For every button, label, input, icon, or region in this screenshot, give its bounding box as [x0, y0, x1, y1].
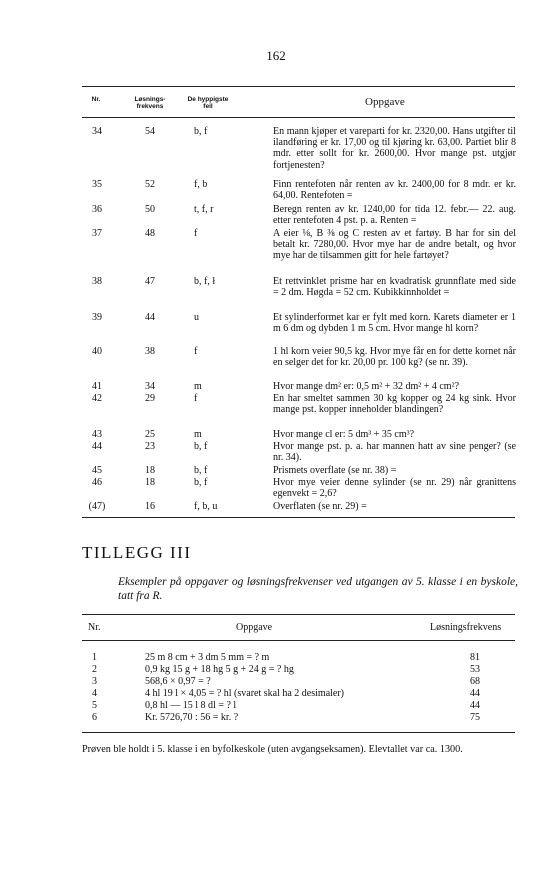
table1-header-errors: De hyppigste feil [187, 96, 229, 110]
row-errors: m [194, 429, 202, 440]
row-errors: f [194, 393, 198, 404]
row-number: 39 [92, 312, 102, 323]
row-task: 4 hl 19 l × 4,05 = ? hl (svaret skal ha 2 desimaler) [145, 688, 345, 699]
row-number: 45 [92, 465, 102, 476]
row-task: Overflaten (se nr. 29) = [273, 501, 367, 512]
row-task: Finn rentefoten når renten av kr. 2400,00 for 8 mdr. er kr. 64,00. Rentefoten = [273, 179, 516, 202]
row-frequency: 38 [145, 346, 155, 357]
row-frequency: 29 [145, 393, 155, 404]
row-number: 35 [92, 179, 102, 190]
row-frequency: 44 [145, 312, 155, 323]
row-frequency: 75 [470, 712, 480, 723]
row-errors: b, f [194, 441, 208, 452]
row-task: A eier ⅛, B ⅜ og C resten av et fartøy. B har for sin del betalt kr. 7280,00. Hvor mye har de andre betalt, og hvor mye har de tilsammen gitt for hele fartøyet? [273, 228, 516, 262]
row-frequency: 54 [145, 126, 155, 137]
row-frequency: 52 [145, 179, 155, 190]
row-task: Beregn renten av kr. 1240,00 for tida 12. febr.— 22. aug. etter rentefoten 4 pst. p. a. Renten = [273, 204, 516, 227]
row-errors: u [194, 312, 199, 323]
row-frequency: 44 [470, 688, 480, 699]
row-frequency: 23 [145, 441, 155, 452]
footnote: Prøven ble holdt i 5. klasse i en byfolkeskole (uten avgangseksamen). Elevtallet var ca. 1300. [82, 744, 463, 755]
row-task: Hvor mange cl er: 5 dm³ + 35 cm³? [273, 429, 415, 440]
row-frequency: 18 [145, 477, 155, 488]
row-number: 42 [92, 393, 102, 404]
row-task: Hvor mange pst. p. a. har mannen hatt av sine penger? (se nr. 34). [273, 441, 516, 464]
row-errors: f, b [194, 179, 208, 190]
row-number: 41 [92, 381, 102, 392]
table1-header-frequency: Løsnings- frekvens [134, 96, 166, 110]
row-number: 36 [92, 204, 102, 215]
row-number: 44 [92, 441, 102, 452]
section-heading: TILLEGG III [82, 543, 192, 562]
section-subheading: Eksempler på oppgaver og løsningsfrekvenser ved utgangen av 5. klasse i en byskole, tatt fra R. [118, 576, 518, 602]
row-frequency: 48 [145, 228, 155, 239]
row-frequency: 68 [470, 676, 480, 687]
row-task: 0,9 kg 15 g + 18 hg 5 g + 24 g = ? hg [145, 664, 294, 675]
row-number: (47) [88, 501, 106, 512]
row-task: En har smeltet sammen 30 kg kopper og 24 kg sink. Hvor mange pst. kopper inneholder blandingen? [273, 393, 516, 416]
row-number: 37 [92, 228, 102, 239]
table1-top-rule [82, 86, 515, 87]
row-frequency: 18 [145, 465, 155, 476]
row-number: 5 [92, 700, 97, 711]
row-number: 43 [92, 429, 102, 440]
row-errors: f [194, 346, 198, 357]
row-frequency: 16 [145, 501, 155, 512]
row-errors: t, f, r [194, 204, 214, 215]
table1-header-rule [82, 117, 515, 118]
table2-header-frequency: Løsningsfrekvens [430, 622, 502, 633]
row-number: 6 [92, 712, 97, 723]
table2-header-nr: Nr. [88, 622, 101, 633]
row-number: 2 [92, 664, 97, 675]
row-number: 4 [92, 688, 97, 699]
row-frequency: 50 [145, 204, 155, 215]
row-number: 3 [92, 676, 97, 687]
row-errors: f [194, 228, 198, 239]
row-errors: b, f [194, 126, 208, 137]
row-number: 38 [92, 276, 102, 287]
row-errors: f, b, u [194, 501, 218, 512]
row-task: Et sylinderformet kar er fylt med korn. Karets diameter er 1 m 6 dm og dybden 1 m 5 cm. Hvor mange hl korn? [273, 312, 516, 335]
row-task: 0,8 hl — 15 l 8 dl = ? l [145, 700, 237, 711]
row-frequency: 53 [470, 664, 480, 675]
row-errors: b, f, ł [194, 276, 216, 287]
row-task: 568,6 × 0,97 = ? [145, 676, 211, 687]
row-task: En mann kjøper et vareparti for kr. 2320,00. Hans utgifter til ilandføring er kr. 17,00 og til kjøring kr. 63,00. Partiet blir 8 mdr. etter sollt for kr. 2600,00. Hvor mange pst. utgjør fortjenesten? [273, 126, 516, 171]
row-task: Et rettvinklet prisme har en kvadratisk grunnflate med side = 2 dm. Høgda = 52 cm. Kubikkinnholdet = [273, 276, 516, 299]
row-number: 46 [92, 477, 102, 488]
row-task: Hvor mange dm² er: 0,5 m² + 32 dm² + 4 cm²? [273, 381, 460, 392]
row-task: Hvor mye veier denne sylinder (se nr. 29) når granittens egenvekt = 2,6? [273, 477, 516, 500]
table2-header-task: Oppgave [236, 622, 273, 633]
page-number: 162 [266, 48, 286, 63]
table1-header-nr: Nr. [91, 96, 101, 103]
row-task: Prismets overflate (se nr. 38) = [273, 465, 397, 476]
row-number: 40 [92, 346, 102, 357]
table2-bottom-rule [82, 732, 515, 733]
row-frequency: 34 [145, 381, 155, 392]
row-task: 25 m 8 cm + 3 dm 5 mm = ? m [145, 652, 270, 663]
row-errors: b, f [194, 477, 208, 488]
row-frequency: 25 [145, 429, 155, 440]
table2-top-rule [82, 614, 515, 615]
row-errors: m [194, 381, 202, 392]
table2-header-rule [82, 640, 515, 641]
row-number: 1 [92, 652, 97, 663]
row-frequency: 47 [145, 276, 155, 287]
row-task: 1 hl korn veier 90,5 kg. Hvor mye får en for dette kornet når en selger det for kr. 20,00 pr. 100 kg? (se nr. 39). [273, 346, 516, 369]
row-task: Kr. 5726,70 : 56 = kr. ? [145, 712, 239, 723]
table1-bottom-rule [82, 517, 515, 518]
table1-header-task: Oppgave [365, 96, 405, 108]
row-number: 34 [92, 126, 102, 137]
row-frequency: 44 [470, 700, 480, 711]
row-frequency: 81 [470, 652, 480, 663]
row-errors: b, f [194, 465, 208, 476]
